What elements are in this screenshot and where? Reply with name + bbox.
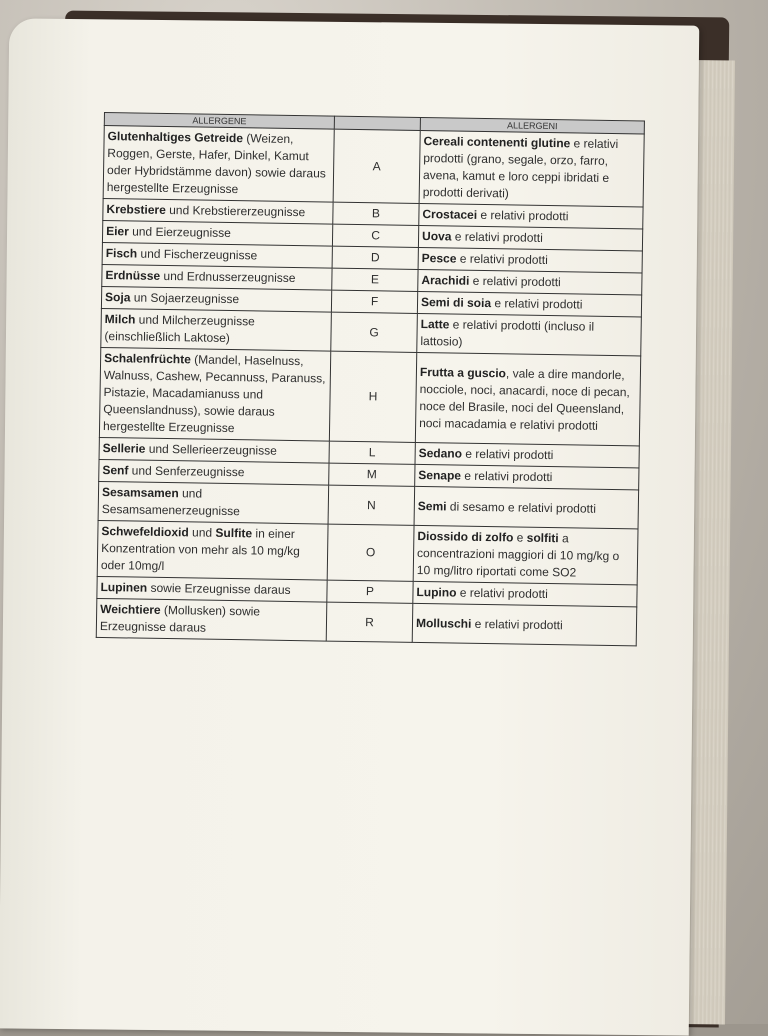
italian-allergen-text: e relativi prodotti — [460, 468, 553, 485]
italian-allergen-name: Frutta a guscio — [419, 364, 507, 380]
allergen-code-cell: G — [331, 312, 418, 352]
table-row — [99, 347, 640, 445]
header-german: ALLERGENE — [104, 113, 334, 130]
german-allergen-name: Erdnüsse — [105, 268, 161, 283]
italian-allergen-text: e relativi prodotti — [456, 585, 548, 602]
allergen-code-cell: E — [332, 268, 418, 291]
german-allergen-name: Fisch — [105, 246, 138, 261]
german-allergen-name: Milch — [104, 312, 136, 327]
german-allergen-name: Schalenfrüchte — [104, 351, 191, 367]
italian-allergen-cell — [413, 525, 638, 585]
italian-allergen-name: Uova — [421, 229, 452, 244]
italian-allergen-name: Pesce — [421, 251, 457, 266]
german-allergen-cell — [98, 481, 329, 524]
allergen-code-cell: M — [329, 463, 415, 486]
allergen-code-cell: F — [331, 290, 417, 313]
german-allergen-name: Glutenhaltiges Getreide — [107, 129, 244, 146]
italian-allergen-cell — [415, 352, 640, 446]
header-italian: ALLERGENI — [420, 117, 644, 134]
italian-allergen-name: Crostacei — [422, 207, 478, 222]
german-allergen-text: und Sellerieerzeugnisse — [145, 441, 277, 458]
italian-allergen-name: Diossido di zolfo — [417, 528, 514, 545]
german-allergen-name: Senf — [102, 463, 129, 478]
italian-allergen-text: e relativi prodotti — [456, 251, 548, 267]
german-allergen-name: Krebstiere — [106, 202, 166, 217]
italian-allergen-name: solfiti — [526, 530, 559, 546]
german-allergen-text: und Milcherzeugnisse (einschließlich Laktose) — [104, 312, 255, 346]
german-allergen-cell — [96, 598, 327, 641]
german-allergen-text: und Sesamsamenerzeugnisse — [101, 486, 240, 519]
italian-allergen-name: Lupino — [416, 584, 457, 600]
italian-allergen-text: e relativi prodotti — [461, 446, 554, 463]
german-allergen-text: und — [188, 525, 216, 540]
german-allergen-text: sowie Erzeugnisse daraus — [147, 580, 291, 597]
german-allergen-cell — [99, 347, 330, 441]
allergen-code-cell: B — [333, 202, 419, 225]
german-allergen-name: Lupinen — [100, 580, 148, 595]
german-allergen-name: Sulfite — [215, 525, 253, 541]
table-row — [103, 126, 644, 207]
allergen-code-cell: C — [332, 224, 418, 247]
german-allergen-name: Weichtiere — [100, 602, 161, 617]
italian-allergen-text: e relativi prodotti — [477, 207, 569, 224]
german-allergen-cell — [103, 126, 334, 203]
table-row — [96, 598, 637, 645]
german-allergen-name: Soja — [104, 290, 131, 305]
italian-allergen-text: e relativi prodotti — [451, 229, 543, 245]
german-allergen-name: Eier — [106, 224, 129, 239]
german-allergen-text: (Mandel, Haselnuss, Walnuss, Cashew, Pecannuss, Paranuss, Pistazie, Macadamianuss und Queenslandnuss), sowie daraus hergestellte Erzeugnisse — [102, 352, 326, 436]
allergen-code-cell: P — [327, 580, 413, 603]
german-allergen-name: Schwefeldioxid — [101, 524, 189, 540]
allergen-code-cell: O — [327, 524, 414, 581]
italian-allergen-text: e relativi prodotti — [469, 273, 561, 290]
allergen-code-cell: A — [333, 129, 420, 203]
italian-allergen-name: Arachidi — [421, 273, 470, 288]
italian-allergen-cell — [417, 313, 642, 356]
italian-allergen-text: e — [513, 530, 527, 545]
german-allergen-name: Sellerie — [102, 441, 146, 456]
german-allergen-text: und Erdnusserzeugnisse — [160, 268, 296, 286]
italian-allergen-name: Cereali contenenti glutine — [423, 134, 571, 151]
allergen-code-cell: H — [329, 351, 416, 442]
italian-allergen-text: e relativi prodotti — [471, 616, 563, 632]
german-allergen-text: (Mollusken) sowie Erzeugnisse daraus — [99, 602, 261, 635]
italian-allergen-text: e relativi prodotti (grano, segale, orzo, farro, avena, kamut e loro ceppi ibridati e prodotti derivati) — [422, 136, 619, 201]
allergen-code-cell: D — [332, 246, 418, 269]
allergen-code-cell: L — [329, 441, 415, 464]
italian-allergen-text: , vale a dire mandorle, nocciole, noci, anacardi, noce di pecan, noce del Brasile, noci del Queensland, noci macadamia e relativi prodotti — [419, 365, 630, 433]
german-allergen-text: un Sojaerzeugnisse — [130, 290, 240, 307]
italian-allergen-name: Senape — [418, 467, 462, 483]
italian-allergen-name: Sedano — [418, 445, 463, 461]
italian-allergen-text: a concentrazioni maggiori di 10 mg/kg o 10 mg/litro riportati come SO2 — [416, 531, 620, 580]
german-allergen-text: (Weizen, Roggen, Gerste, Hafer, Dinkel, Kamut oder Hybridstämme davon) sowie daraus hergestellte Erzeugnisse — [106, 131, 326, 197]
allergen-table — [96, 112, 645, 646]
allergen-sheet — [96, 112, 644, 646]
allergen-rows — [96, 126, 644, 646]
table-row — [97, 520, 638, 584]
italian-allergen-cell — [414, 486, 639, 529]
italian-allergen-text: e relativi prodotti — [490, 296, 583, 312]
italian-allergen-name: Molluschi — [415, 615, 472, 631]
italian-allergen-cell — [412, 603, 637, 646]
german-allergen-text: und Fischerzeugnisse — [137, 246, 258, 263]
italian-allergen-text: e relativi prodotti (incluso il lattosio) — [420, 317, 595, 349]
allergen-code-cell: N — [328, 485, 415, 525]
german-allergen-cell — [97, 520, 328, 580]
german-allergen-name: Sesamsamen — [101, 485, 179, 501]
header-code — [334, 116, 420, 130]
german-allergen-text: und Eierzeugnisse — [128, 224, 231, 241]
italian-allergen-name: Semi di soia — [420, 295, 492, 311]
allergen-code-cell: R — [326, 602, 413, 642]
german-allergen-text: und Senferzeugnisse — [128, 463, 245, 480]
italian-allergen-name: Semi — [417, 498, 447, 513]
italian-allergen-name: Latte — [420, 317, 450, 332]
italian-allergen-text: di sesamo e relativi prodotti — [446, 498, 597, 516]
german-allergen-cell — [101, 308, 332, 351]
german-allergen-text: in einer Konzentration von mehr als 10 mg/kg oder 10mg/l — [100, 526, 301, 574]
german-allergen-text: und Krebstiererzeugnisse — [165, 202, 306, 220]
italian-allergen-cell — [419, 130, 644, 207]
